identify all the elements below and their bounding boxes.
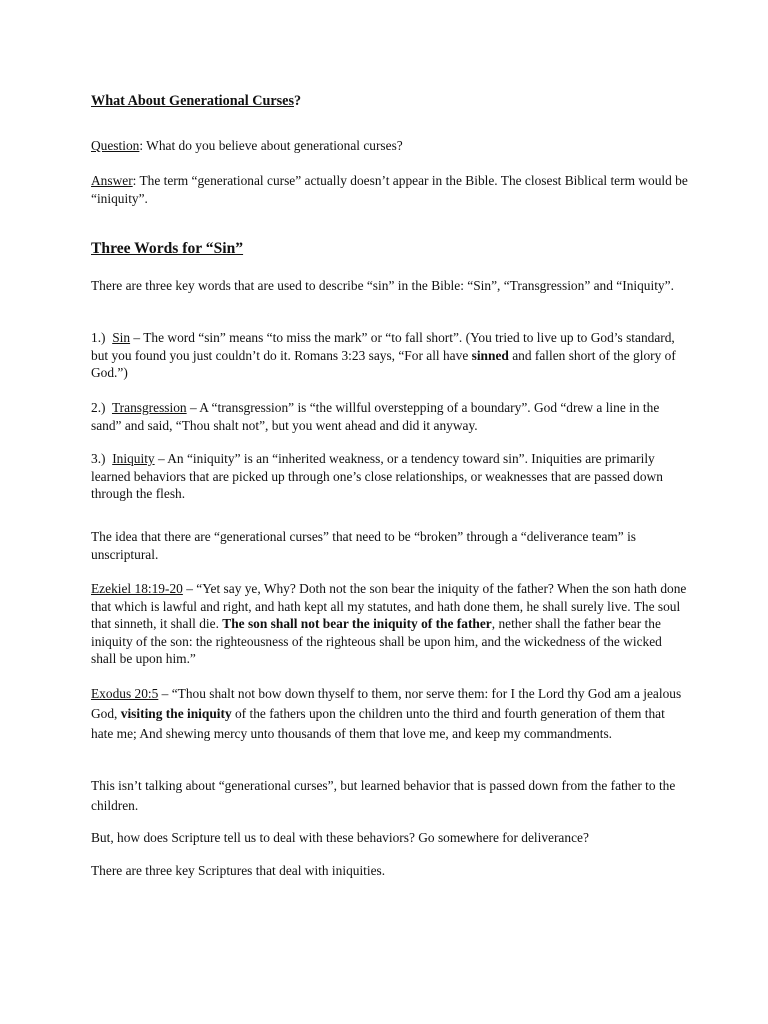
answer-text: : The term “generational curse” actually doesn’t appear in the Bible. The closest Biblical term would be “iniquity”.: [91, 173, 688, 206]
word-iniquity-text: – An “iniquity” is an “inherited weakness, or a tendency toward sin”. Iniquities are primarily learned behaviors that are picked up through one’s close relationships, or weaknesses that are passed down through the flesh.: [91, 451, 663, 502]
word-sin-term: Sin: [112, 330, 131, 345]
exodus-reference: Exodus 20:5: [91, 686, 159, 701]
ezekiel-text-end: , nether shall the father bear the iniquity of the son: the righteousness of the righteous shall be upon him, and the wickedness of the wicked shall be upon him.”: [91, 616, 662, 667]
answer-label: Answer: [91, 173, 133, 188]
exodus-paragraph: [91, 684, 689, 744]
question-text: : What do you believe about generational curses?: [139, 138, 403, 153]
word-sin-bold: sinned: [471, 347, 509, 363]
word-transgression-term: Transgression: [111, 400, 187, 415]
word-iniquity-number: 3.): [91, 451, 113, 466]
word-transgression-number: 2.): [91, 400, 112, 415]
exodus-text-end: of the fathers upon the children unto the third and fourth generation of them that hate me; And shewing mercy unto thousands of them that love me, and keep my commandments.: [91, 706, 665, 741]
word-sin-number: 1.): [91, 330, 113, 345]
section-title: Three Words for “Sin”: [91, 240, 244, 257]
page-title-text: What About Generational Curses: [91, 93, 294, 109]
word-sin-paragraph: [91, 329, 689, 382]
closing-paragraph-2: But, how does Scripture tell us to deal with these behaviors? Go somewhere for deliverance?: [91, 830, 589, 845]
closing-paragraph-1: This isn’t talking about “generational curses”, but learned behavior that is passed down from the father to the children.: [91, 778, 676, 813]
exodus-bold: visiting the iniquity: [120, 706, 232, 721]
word-sin-text: – The word “sin” means “to miss the mark” or “to fall short”. (You tried to live up to God’s standard, but you found you just couldn’t do it. Romans 3:23 says, “For all have: [91, 330, 675, 363]
ezekiel-paragraph: [91, 580, 689, 668]
word-sin-text-end: and fallen short of the glory of God.”): [91, 347, 676, 381]
page-title-suffix: ?: [293, 93, 302, 109]
ezekiel-reference: Ezekiel 18:19-20: [91, 581, 183, 596]
exodus-text: – “Thou shalt not bow down thyself to them, nor serve them: for I the Lord thy God am a jealous God,: [91, 686, 682, 721]
word-transgression-text: – A “transgression” is “the willful overstepping of a boundary”. God “drew a line in the sand” and said, “Thou shalt not”, but you went ahead and did it anyway.: [91, 400, 660, 433]
page-title: [91, 93, 689, 111]
word-iniquity-paragraph: [91, 450, 689, 503]
answer-paragraph: [91, 172, 689, 207]
ezekiel-text: – “Yet say ye, Why? Doth not the son bear the iniquity of the father? When the son hath done that which is lawful and right, and hath kept all my statutes, and hath done them, he shall surely live. The soul that sinneth, it shall die.: [91, 581, 687, 632]
intro-paragraph: There are three key words that are used to describe “sin” in the Bible: “Sin”, “Transgression” and “Iniquity”.: [91, 278, 674, 293]
question-paragraph: [91, 137, 689, 155]
question-label: Question: [91, 138, 140, 153]
idea-paragraph: The idea that there are “generational curses” that need to be “broken” through a “deliverance team” is unscriptural.: [91, 529, 637, 562]
word-iniquity-term: Iniquity: [112, 451, 155, 466]
word-transgression-paragraph: [91, 399, 689, 434]
closing-paragraph-3: There are three key Scriptures that deal with iniquities.: [91, 863, 386, 878]
ezekiel-bold: The son shall not bear the iniquity of the father: [222, 616, 492, 632]
